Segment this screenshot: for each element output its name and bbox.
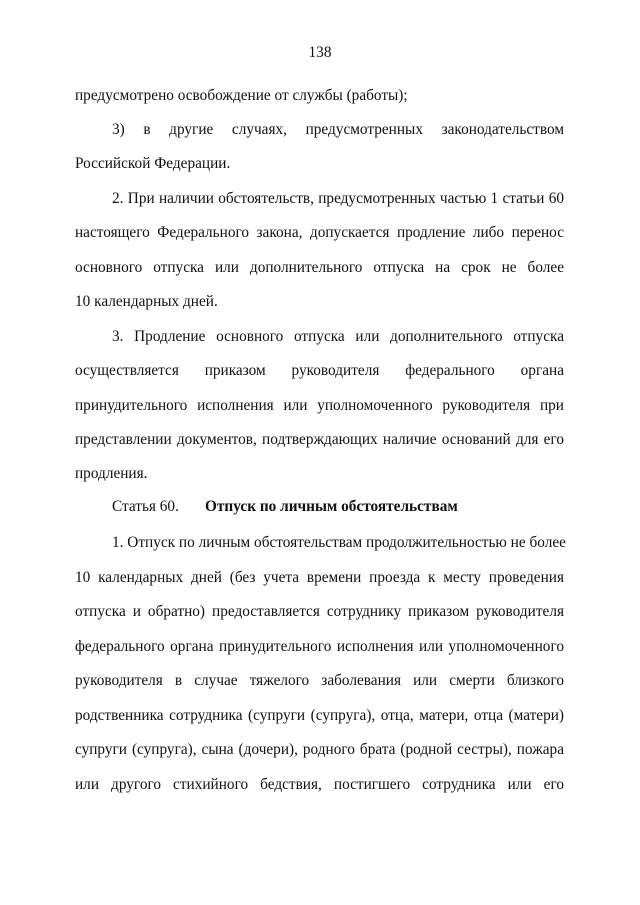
text-line: настоящего Федерального закона, допускается продление либо перенос xyxy=(75,224,564,241)
text-line: 3) в другие случаях, предусмотренных законодательством xyxy=(112,121,564,138)
text-line: отпуска и обратно) предоставляется сотруднику приказом руководителя xyxy=(75,603,564,620)
text-line: супруги (супруга), сына (дочери), родного брата (родной сестры), пожара xyxy=(75,741,564,758)
text-line: принудительного исполнения или уполномоченного руководителя при xyxy=(75,397,564,414)
text-line: основного отпуска или дополнительного отпуска на срок не более xyxy=(75,259,564,276)
text-line: 1. Отпуск по личным обстоятельствам продолжительностью не более xyxy=(112,534,566,551)
text-line: 10 календарных дней (без учета времени проезда к месту проведения xyxy=(75,569,564,586)
text-line: 2. При наличии обстоятельств, предусмотренных частью 1 статьи 60 xyxy=(112,190,564,207)
text-line: осуществляется приказом руководителя федерального органа xyxy=(75,362,564,379)
text-line: предусмотрено освобождение от службы (работы); xyxy=(75,87,408,104)
text-line: продления. xyxy=(75,465,148,482)
text-line: Российской Федерации. xyxy=(75,155,231,172)
page-number: 138 xyxy=(308,44,332,61)
text-line: федерального органа принудительного исполнения или уполномоченного xyxy=(75,638,564,655)
text-line: родственника сотрудника (супруги (супруга), отца, матери, отца (матери) xyxy=(75,707,564,724)
text-line: представлении документов, подтверждающих наличие оснований для его xyxy=(75,431,564,448)
text-line: 3. Продление основного отпуска или дополнительного отпуска xyxy=(112,328,564,345)
text-line: 10 календарных дней. xyxy=(75,293,218,310)
text-line: или другого стихийного бедствия, постигшего сотрудника или его xyxy=(75,776,564,793)
article-number: Статья 60. xyxy=(112,498,179,515)
article-title: Отпуск по личным обстоятельствам xyxy=(205,498,458,515)
text-line: руководителя в случае тяжелого заболевания или смерти близкого xyxy=(75,672,564,689)
